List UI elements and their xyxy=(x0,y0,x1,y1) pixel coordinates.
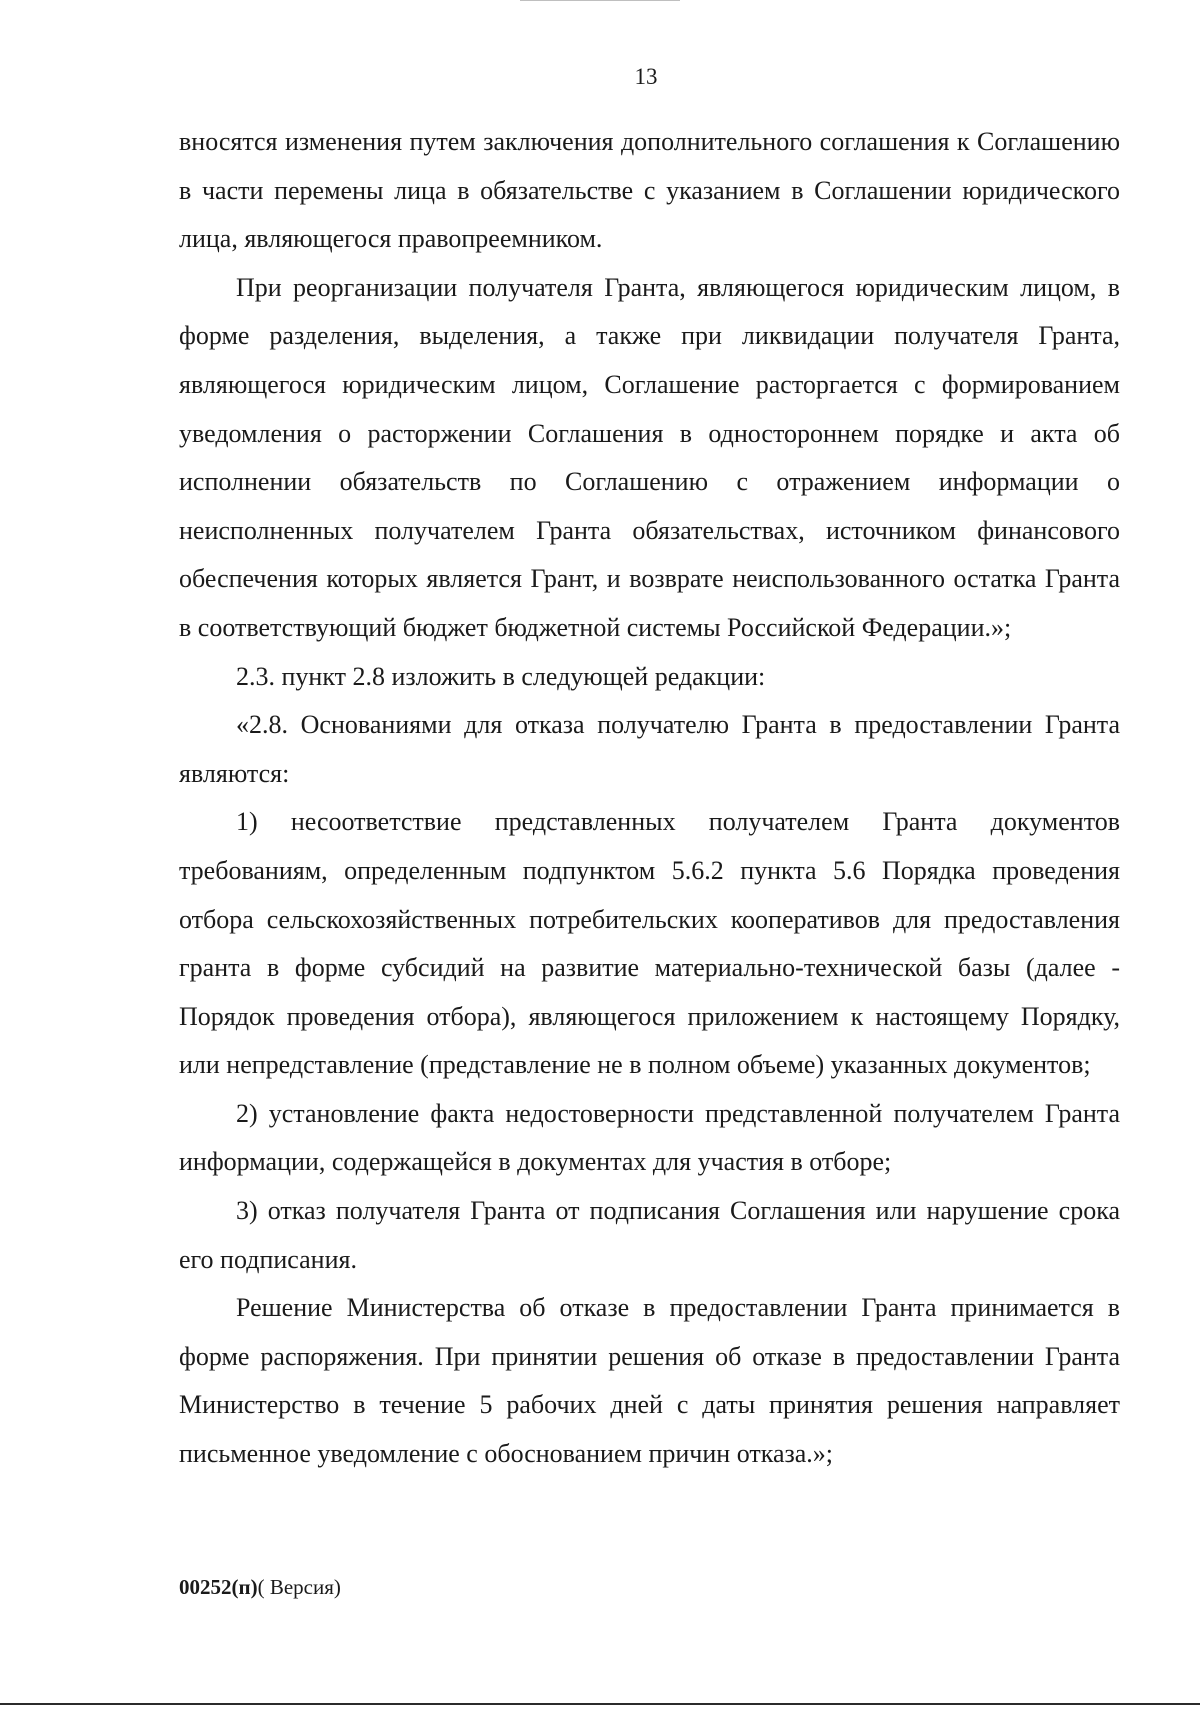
list-item-3: 3) отказ получателя Гранта от подписания Соглашения или нарушение срока его подписания. xyxy=(179,1196,1120,1274)
list-item-1: 1) несоответствие представленных получателем Гранта документов требованиям, определенным подпунктом 5.6.2 пункта 5.6 Порядка проведения отбора сельскохозяйственных потребительских кооперативов для предоставления гранта в форме субсидий на развитие материально-технической базы (далее - Порядок проведения отбора), являющегося приложением к настоящему Порядку, или непредставление (представление не в полном объеме) указанных документов; xyxy=(179,807,1120,1080)
page-number: 13 xyxy=(634,64,658,89)
document-footer xyxy=(179,1575,341,1600)
paragraph-clause-2-8: «2.8. Основаниями для отказа получателю Гранта в предоставлении Гранта являются: xyxy=(179,710,1120,788)
document-code: 00252(п) xyxy=(179,1575,258,1599)
paragraph-amendment-2-3: 2.3. пункт 2.8 изложить в следующей редакции: xyxy=(236,661,766,691)
document-body xyxy=(179,118,1120,1479)
list-item-2: 2) установление факта недостоверности представленной получателем Гранта информации, содержащейся в документах для участия в отборе; xyxy=(179,1098,1120,1177)
scan-bottom-edge-line xyxy=(0,1703,1200,1705)
scan-top-edge-line xyxy=(520,0,680,1)
paragraph-reorganization: При реорганизации получателя Гранта, являющегося юридическим лицом, в форме разделения, выделения, а также при ликвидации получателя Гранта, являющегося юридическим лицом, Соглашение расторгается с формированием уведомления о расторжении Соглашения в одностороннем порядке и акта об исполнении обязательств по Соглашению с отражением информации о неисполненных получателем Гранта обязательствах, источником финансового обеспечения которых является Грант, и возврате неиспользованного остатка Гранта в соответствующий бюджет бюджетной системы Российской Федерации.»; xyxy=(179,272,1120,642)
paragraph-continuation: вносятся изменения путем заключения дополнительного соглашения к Соглашению в части перемены лица в обязательстве с указанием в Соглашении юридического лица, являющегося правопреемником. xyxy=(179,127,1120,254)
paragraph-ministry-decision: Решение Министерства об отказе в предоставлении Гранта принимается в форме распоряжения. При принятии решения об отказе в предоставлении Гранта Министерство в течение 5 рабочих дней с даты принятия решения направляет письменное уведомление с обоснованием причин отказа.»; xyxy=(179,1293,1120,1469)
document-version: ( Версия) xyxy=(257,1575,341,1599)
